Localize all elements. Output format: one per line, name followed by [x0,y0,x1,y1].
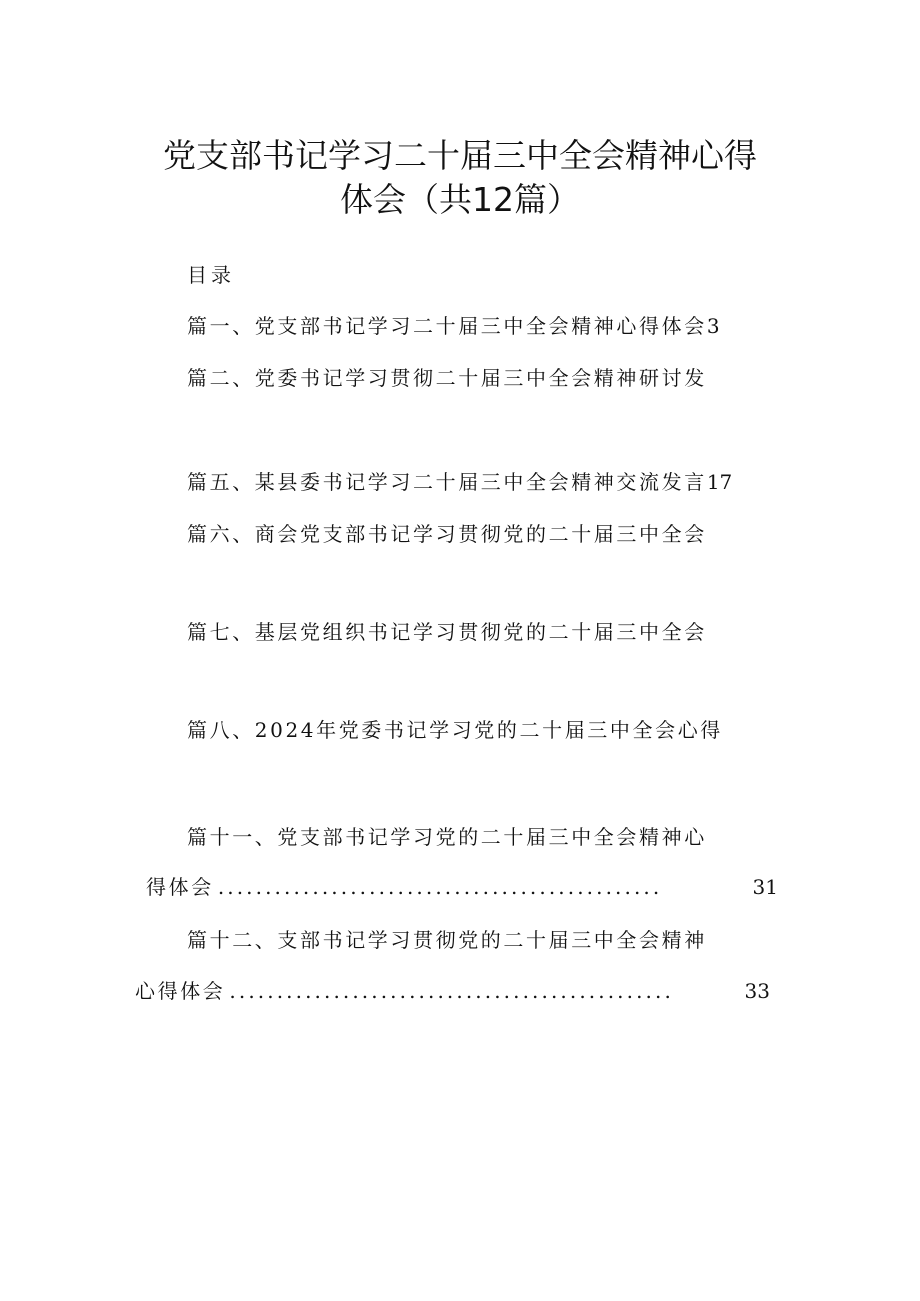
toc-entry-title-continuation: 心得体会 [135,979,226,1003]
toc-entry-page: 17 [706,470,733,494]
toc-entry-title-continuation: 得体会 [146,875,214,899]
toc-entry-page: 31 [752,875,778,899]
toc-entry-title: 篇七、基层党组织书记学习贯彻党的二十届三中全会 [187,620,707,644]
toc-entry-8[interactable] [187,717,723,743]
toc-entry-page: 33 [744,979,770,1003]
toc-entry-title: 篇八、2024年党委书记学习党的二十届三中全会心得 [187,718,723,742]
toc-entry-title: 篇五、某县委书记学习二十届三中全会精神交流发言 [187,470,707,494]
toc-entry-title: 篇十二、支部书记学习贯彻党的二十届三中全会精神 [187,928,707,952]
toc-entry-1[interactable] [187,313,720,339]
toc-dot-leader: ............................................... [217,875,663,899]
toc-heading: 目录 [187,263,235,287]
toc-entry-12[interactable] [187,927,707,953]
toc-entry-title: 篇二、党委书记学习贯彻二十届三中全会精神研讨发 [187,366,707,390]
title-line-2: 体会（共12篇） [340,180,580,219]
toc-entry-2[interactable] [187,365,707,391]
toc-entry-12-continuation[interactable] [135,978,770,1004]
title-line-1: 党支部书记学习二十届三中全会精神心得 [163,136,757,175]
toc-entry-page: 3 [706,314,720,338]
toc-entry-6[interactable] [187,521,707,547]
toc-entry-7[interactable] [187,619,707,645]
toc-entry-11-continuation[interactable] [146,874,778,900]
toc-entry-title: 篇十一、党支部书记学习党的二十届三中全会精神心 [187,825,707,849]
toc-entry-5[interactable] [187,469,732,495]
toc-entry-title: 篇一、党支部书记学习二十届三中全会精神心得体会 [187,314,707,338]
toc-dot-leader: ............................................... [229,979,674,1003]
toc-entry-11[interactable] [187,824,707,850]
toc-entry-title: 篇六、商会党支部书记学习贯彻党的二十届三中全会 [187,522,707,546]
